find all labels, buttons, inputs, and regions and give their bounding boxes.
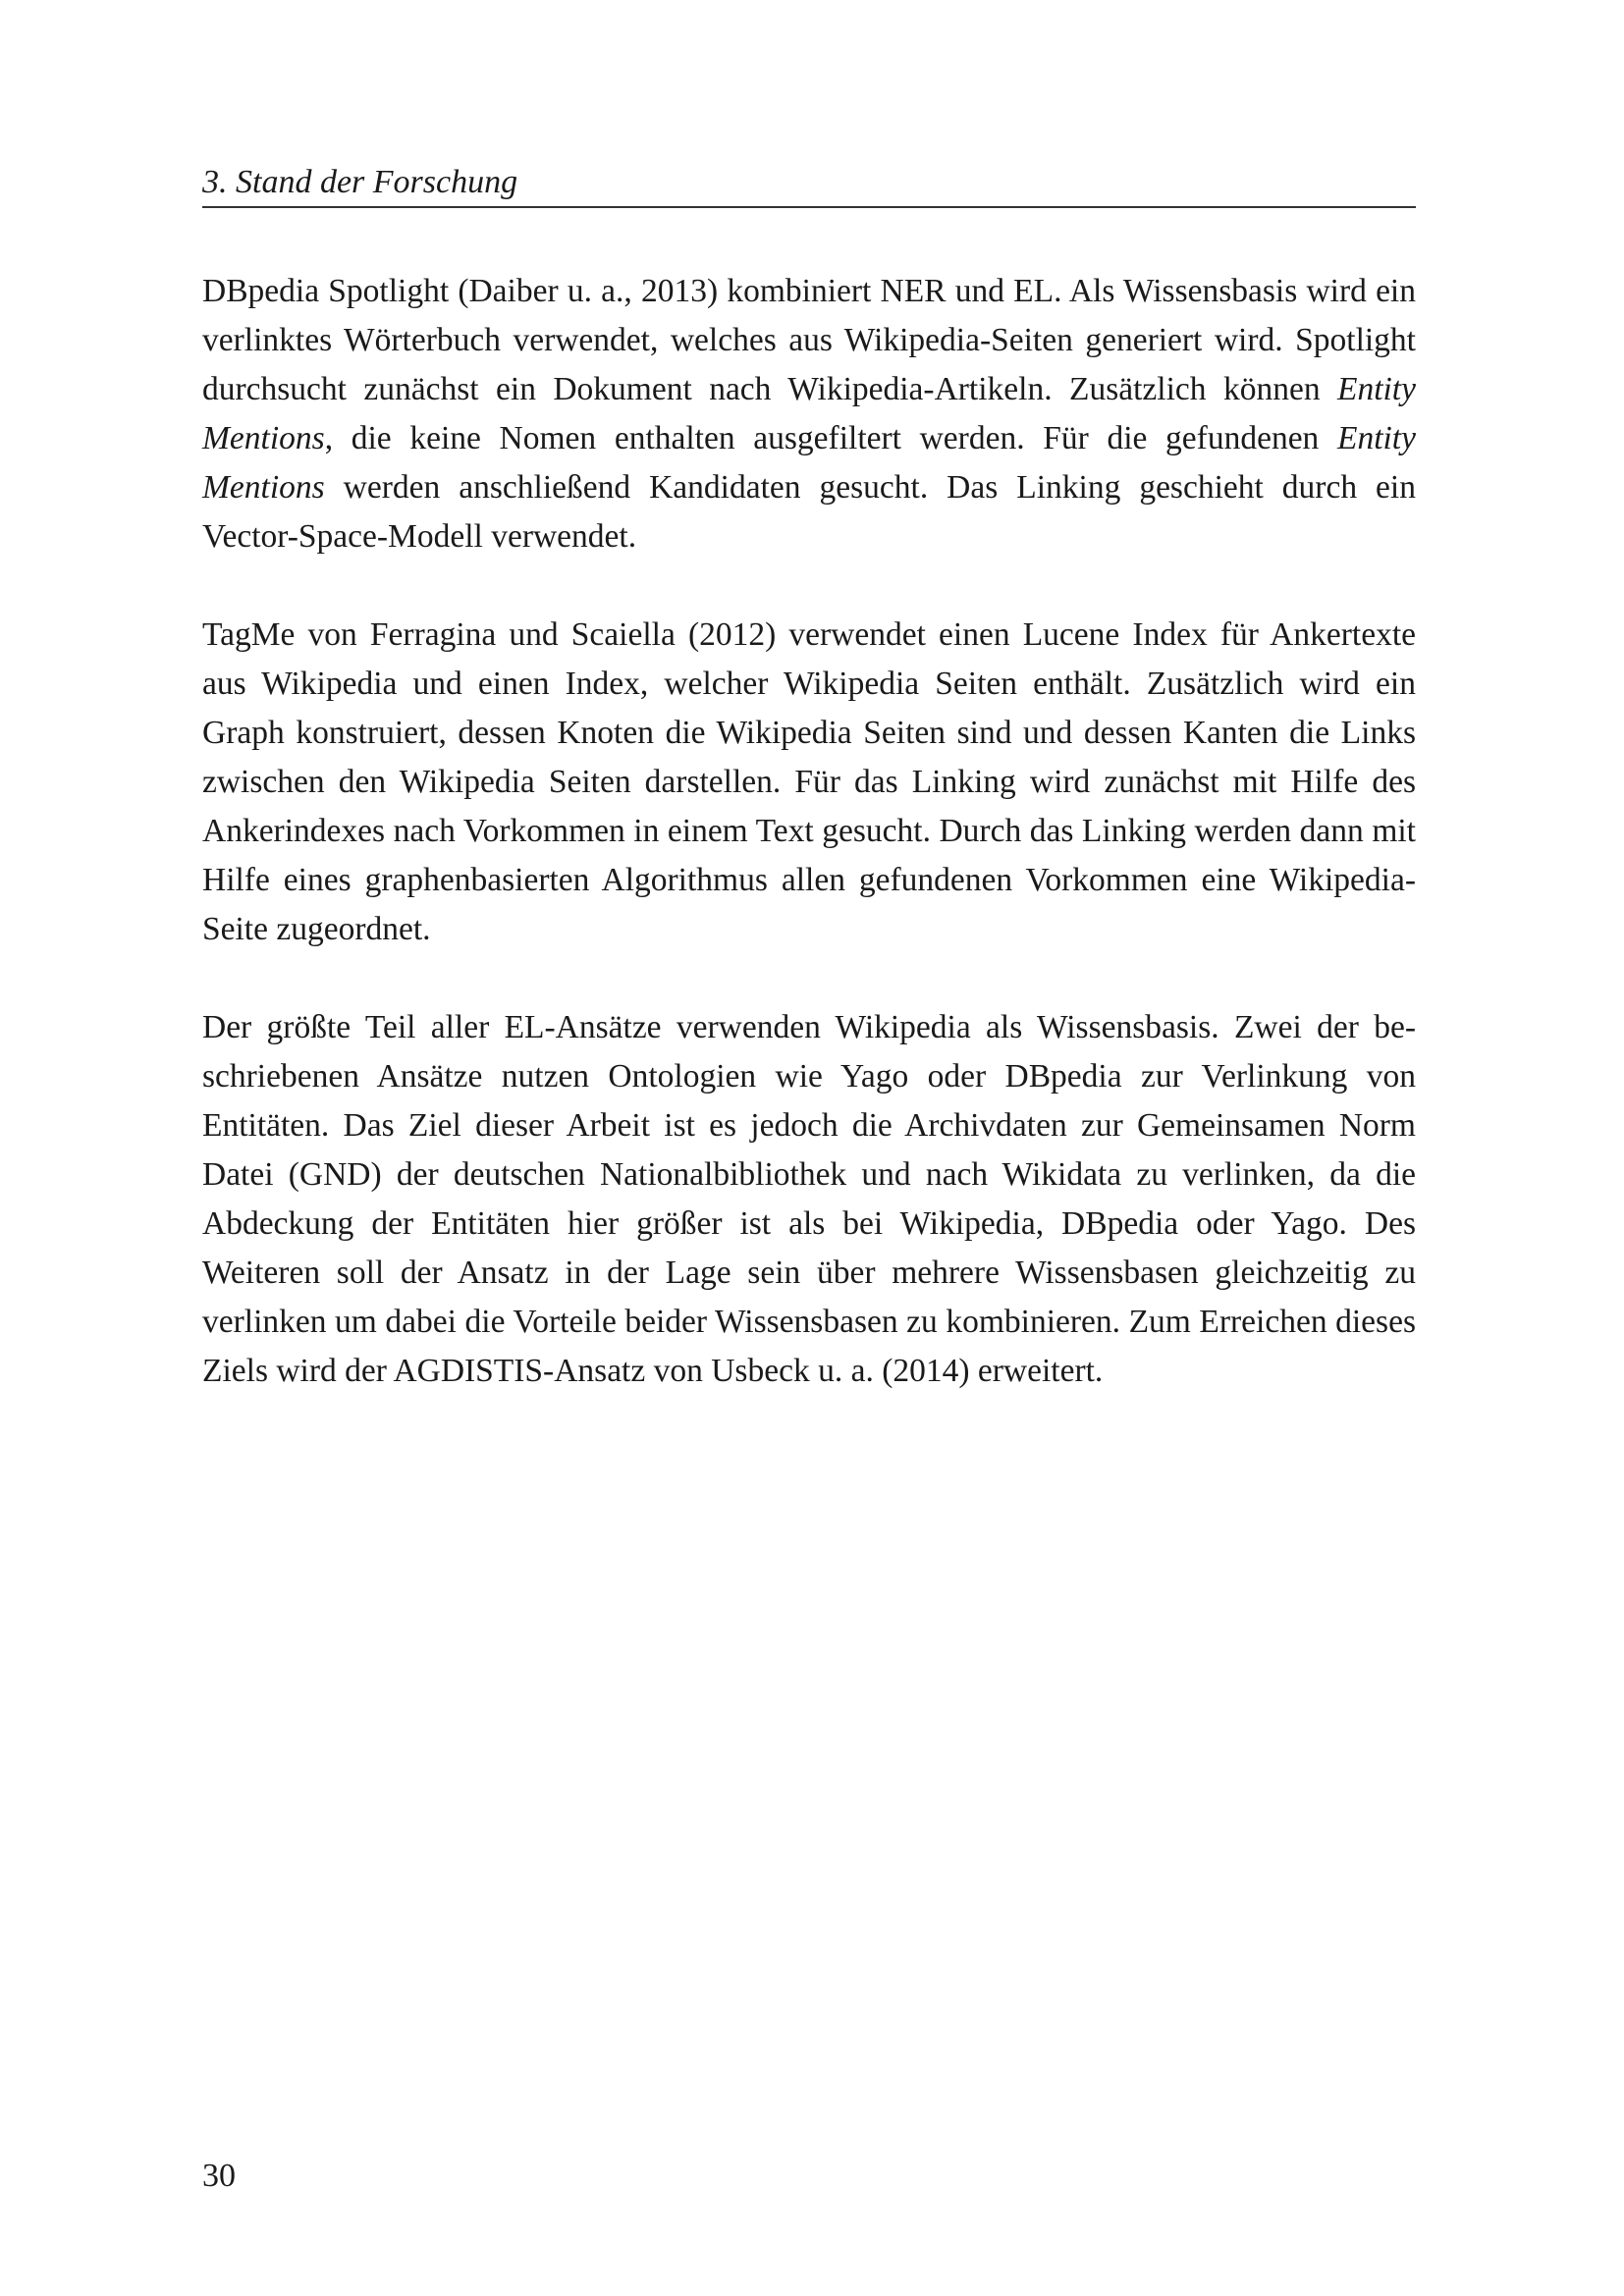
page-number: 30 xyxy=(202,2158,236,2194)
term-entity-mentions: Entity Mentions xyxy=(202,420,1416,506)
paragraph-summary xyxy=(202,1003,1416,1396)
text-segment: , die keine Nomen enthalten ausgefiltert werden. Für die gefundenen xyxy=(324,420,1337,456)
paragraph-dbpedia-spotlight xyxy=(202,267,1416,561)
paragraph-tagme xyxy=(202,611,1416,954)
text-segment: werden anschließend Kandidaten gesucht. Das Linking geschieht durch ein Vector-Space-Modell verwendet. xyxy=(202,469,1416,555)
body-text xyxy=(202,267,1416,1445)
text-segment: Der größte Teil aller EL-Ansätze verwenden Wikipedia als Wissensbasis. Zwei der beschriebenen Ansätze nutzen Ontologien wie Yago oder DBpedia zur Verlinkung von Entitäten. Das Ziel dieser Arbeit ist es jedoch die Archivdaten zur Gemeinsamen Norm Datei (GND) der deutschen Nationalbibliothek und nach Wikidata zu verlinken, da die Abdeckung der Entitäten hier größer ist als bei Wikipedia, DBpedia oder Yago. Des Weiteren soll der Ansatz in der Lage sein über mehrere Wissensbasen gleichzeitig zu verlinken um dabei die Vorteile beider Wissensbasen zu kombinieren. Zum Erreichen dieses Ziels wird der AGDISTIS-Ansatz von Usbeck u. a. (2014) erweitert. xyxy=(202,1009,1416,1389)
page-header xyxy=(202,163,1416,208)
term-entity-mentions: Entity Mentions xyxy=(202,371,1416,456)
text-segment: TagMe von Ferragina und Scaiella (2012) verwendet einen Lucene Index für Ankertexte aus Wikipedia und einen Index, welcher Wikipedia Seiten enthält. Zusätzlich wird ein Graph konstruiert, dessen Knoten die Wikipedia Seiten sind und dessen Kanten die Links zwischen den Wikipedia Seiten darstellen. Für das Linking wird zunächst mit Hilfe des Ankerindexes nach Vorkommen in einem Text gesucht. Durch das Linking werden dann mit Hilfe eines graphenbasierten Algorithmus allen gefundenen Vorkommen eine Wikipedia-Seite zugeordnet. xyxy=(202,616,1416,947)
running-head: 3. Stand der Forschung xyxy=(202,164,518,200)
text-segment: DBpedia Spotlight (Daiber u. a., 2013) kombiniert NER und EL. Als Wissensbasis wird ein verlinktes Wörterbuch verwendet, welches aus Wikipedia-Seiten generiert wird. Spotlight durchsucht zunächst ein Dokument nach Wikipedia-Artikeln. Zusätzlich können xyxy=(202,273,1416,407)
